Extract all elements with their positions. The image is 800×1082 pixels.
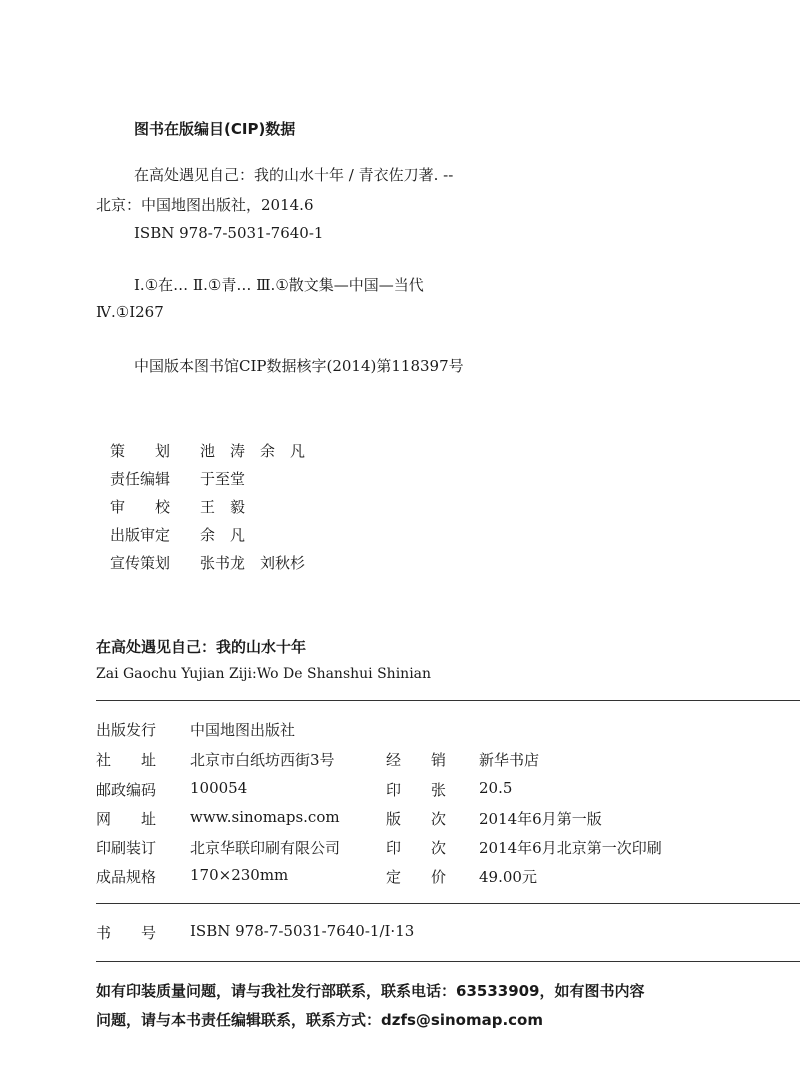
pub-value: 170×230mm: [190, 866, 289, 884]
pub-label: 邮政编码: [96, 781, 157, 799]
book-number-value: ISBN 978-7-5031-7640-1/I·13: [190, 922, 415, 940]
notice-line2: 问题，请与本书责任编辑联系，联系方式：dzfs@sinomap.com: [96, 1011, 543, 1029]
credit-label: 出版审定: [110, 526, 171, 544]
credit-value: 王 毅: [200, 498, 246, 516]
book-title-cn: 在高处遇见自己：我的山水十年: [96, 638, 307, 656]
pub-label: 成品规格: [96, 868, 157, 886]
cip-heading: 图书在版编目(CIP)数据: [134, 120, 296, 138]
credit-label: 责任编辑: [110, 470, 171, 488]
credit-label: 宣传策划: [110, 554, 171, 572]
cip-title-line: 在高处遇见自己：我的山水十年 / 青衣佐刀著. --: [134, 166, 454, 184]
pub-label: 出版发行: [96, 721, 157, 739]
book-title-pinyin: Zai Gaochu Yujian Ziji:Wo De Shanshui Shinian: [96, 666, 432, 682]
table-row: [96, 808, 776, 832]
table-row: [96, 866, 776, 890]
table-row: [96, 779, 776, 803]
pub-value: 100054: [190, 779, 248, 797]
pub-label: 社 址: [96, 751, 157, 769]
notice-line1: 如有印装质量问题，请与我社发行部联系，联系电话：63533909，如有图书内容: [96, 982, 645, 1000]
divider: [96, 903, 800, 904]
pub-label: 经 销: [386, 751, 447, 769]
table-row: [96, 749, 776, 773]
table-row: [96, 719, 776, 743]
cip-isbn: ISBN 978-7-5031-7640-1: [134, 224, 324, 242]
pub-value: www.sinomaps.com: [190, 808, 340, 826]
pub-value: 2014年6月北京第一次印刷: [479, 839, 662, 857]
pub-label: 定 价: [386, 868, 447, 886]
cip-classification-line2: Ⅳ.①I267: [96, 303, 164, 321]
credit-value: 张书龙 刘秋杉: [200, 554, 306, 572]
pub-value: 20.5: [479, 779, 513, 797]
pub-label: 网 址: [96, 810, 157, 828]
table-row: [96, 837, 776, 861]
divider: [96, 961, 800, 962]
book-number-label: 书 号: [96, 924, 157, 942]
credit-value: 池 涛 余 凡: [200, 442, 306, 460]
pub-label: 印 次: [386, 839, 447, 857]
pub-value: 北京华联印刷有限公司: [190, 839, 341, 857]
cip-publisher-line: 北京：中国地图出版社，2014.6: [96, 196, 314, 214]
credit-value: 余 凡: [200, 526, 246, 544]
credit-value: 于至堂: [200, 470, 246, 488]
pub-label: 版 次: [386, 810, 447, 828]
book-number-row: [96, 922, 776, 946]
credit-label: 策 划: [110, 442, 171, 460]
cip-classification-line1: Ⅰ.①在… Ⅱ.①青… Ⅲ.①散文集—中国—当代: [134, 276, 424, 294]
pub-value: 北京市白纸坊西街3号: [190, 751, 335, 769]
divider: [96, 700, 800, 701]
pub-label: 印刷装订: [96, 839, 157, 857]
cip-number: 中国版本图书馆CIP数据核字(2014)第118397号: [134, 357, 464, 375]
pub-value: 中国地图出版社: [190, 721, 296, 739]
pub-value: 新华书店: [479, 751, 540, 769]
pub-label: 印 张: [386, 781, 447, 799]
pub-value: 49.00元: [479, 868, 537, 886]
credit-label: 审 校: [110, 498, 171, 516]
pub-value: 2014年6月第一版: [479, 810, 602, 828]
